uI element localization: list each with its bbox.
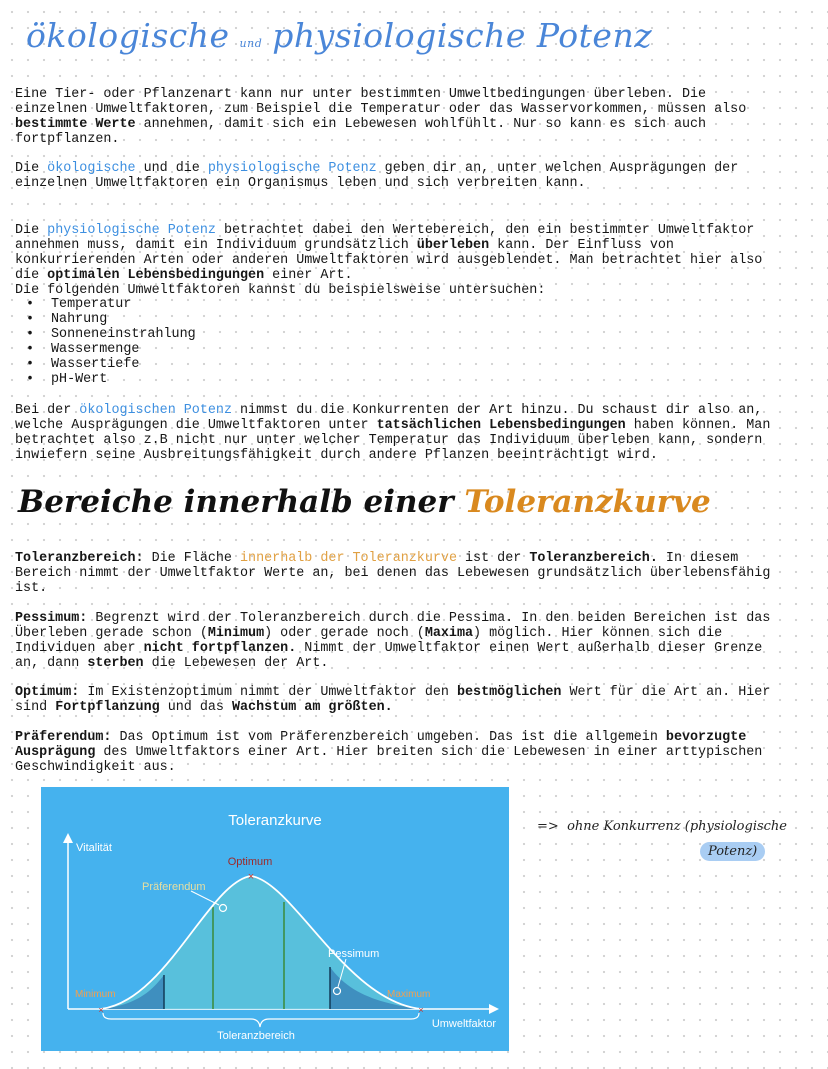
praeferendum-label: Präferendum [142, 881, 206, 893]
toleranzbereich-label: Toleranzbereich [217, 1030, 295, 1042]
list-item: • Sonneneinstrahlung [15, 327, 196, 342]
arrow-icon: => [537, 819, 559, 834]
list-item: • Temperatur [15, 297, 196, 312]
diagram-title: Toleranzkurve [228, 812, 322, 829]
list-item: • Nahrung [15, 312, 196, 327]
y-axis-arrow [63, 833, 73, 843]
minimum-marker-icon: × [98, 1005, 104, 1015]
minimum-label: Minimum [75, 989, 116, 1000]
list-item: • Wassertiefe [15, 357, 196, 372]
toleranzbereich-brace [103, 1013, 419, 1027]
praeferendum-pointer [191, 891, 219, 905]
x-axis-label: Umweltfaktor [431, 1018, 496, 1030]
intro-paragraph-1: Eine Tier- oder Pflanzenart kann nur unter bestimmten Umweltbedingungen überleben. Die einzelnen Umweltfaktoren, zum Beispiel die Temperatur oder das Wasservorkommen, müssen also bestimmte Werte annehmen, damit sich ein Lebewesen wohlfühlt. Nur so kann es sich auch fortpflanzen. [15, 87, 747, 147]
handwritten-note-highlight: Potenz) [700, 842, 765, 861]
factor-list [15, 297, 196, 387]
heading-oekologische-physiologische-potenz: ökologische und physiologische Potenz [26, 16, 653, 55]
list-item: • Wassermenge [15, 342, 196, 357]
optimum-marker-icon: × [247, 871, 255, 883]
toleranzbereich-paragraph: Toleranzbereich: Die Fläche innerhalb der Toleranzkurve ist der Toleranzbereich. In diesem Bereich nimmt der Umweltfaktor Werte an, bei denen das Lebewesen grundsätzlich überlebensfähig ist. [15, 551, 771, 596]
optimum-paragraph: Optimum: Im Existenzoptimum nimmt der Umweltfaktor den bestmöglichen Wert für die Art an. Hier sind Fortpflanzung und das Wachstum am größten. [15, 685, 771, 715]
toleranzkurve-diagram [41, 787, 509, 1051]
praeferendum-paragraph: Präferendum: Das Optimum ist vom Präferenzbereich umgeben. Das ist die allgemein bevorzugte Ausprägung des Umweltfaktors einer Art. Hier breiten sich die Lebewesen in einer arttypischen Geschwindigkeit aus. [15, 730, 763, 775]
optimum-label: Optimum [227, 856, 273, 868]
maximum-label: Maximum [387, 989, 431, 1000]
pessimum-label: Pessimum [328, 948, 380, 960]
maximum-marker-icon: × [418, 1005, 424, 1015]
handwritten-note: => ohne Konkurrenz (physiologische [537, 819, 787, 834]
x-axis-arrow [489, 1004, 499, 1014]
list-item: • pH-Wert [15, 372, 196, 387]
y-axis-label: Vitalität [76, 842, 112, 854]
intro-paragraph-2: Die ökologische und die physiologische Potenz geben dir an, unter welchen Ausprägungen der einzelnen Umweltfaktoren ein Organismus leben und sich verbreiten kann. [15, 161, 739, 191]
intro-paragraph-3: Die physiologische Potenz betrachtet dabei den Wertebereich, den ein bestimmter Umweltfaktor annehmen muss, damit ein Individuum grundsätzlich überleben kann. Der Einfluss von konkurrierenden Arten oder anderen Umweltfaktoren wird ausgeblendet. Man betrachtet hier also die optimalen Lebensbedingungen einer Art. Die folgenden Umweltfaktoren kannst du beispielsweise untersuchen: [15, 223, 763, 298]
pessimum-paragraph: Pessimum: Begrenzt wird der Toleranzbereich durch die Pessima. In den beiden Bereichen ist das Überleben gerade schon (Minimum) oder gerade noch (Maxima) möglich. Hier können sich die Individuen aber nicht fortpflanzen. Nimmt der Umweltfaktor einen Wert außerhalb dieser Grenze an, dann sterben die Lebewesen der Art. [15, 611, 771, 671]
intro-paragraph-4: Bei der ökologischen Potenz nimmst du die Konkurrenten der Art hinzu. Du schaust dir also an, welche Ausprägungen die Umweltfaktoren unter tatsächlichen Lebensbedingungen haben können. Man betrachtet also z.B nicht nur unter welcher Temperatur das Individuum überleben kann, sondern inwiefern seine Ausbreitungsfähigkeit durch andere Pflanzen beeinträchtigt wird. [15, 403, 771, 463]
heading-bereiche-toleranzkurve: Bereiche innerhalb einer Toleranzkurve [18, 484, 711, 520]
